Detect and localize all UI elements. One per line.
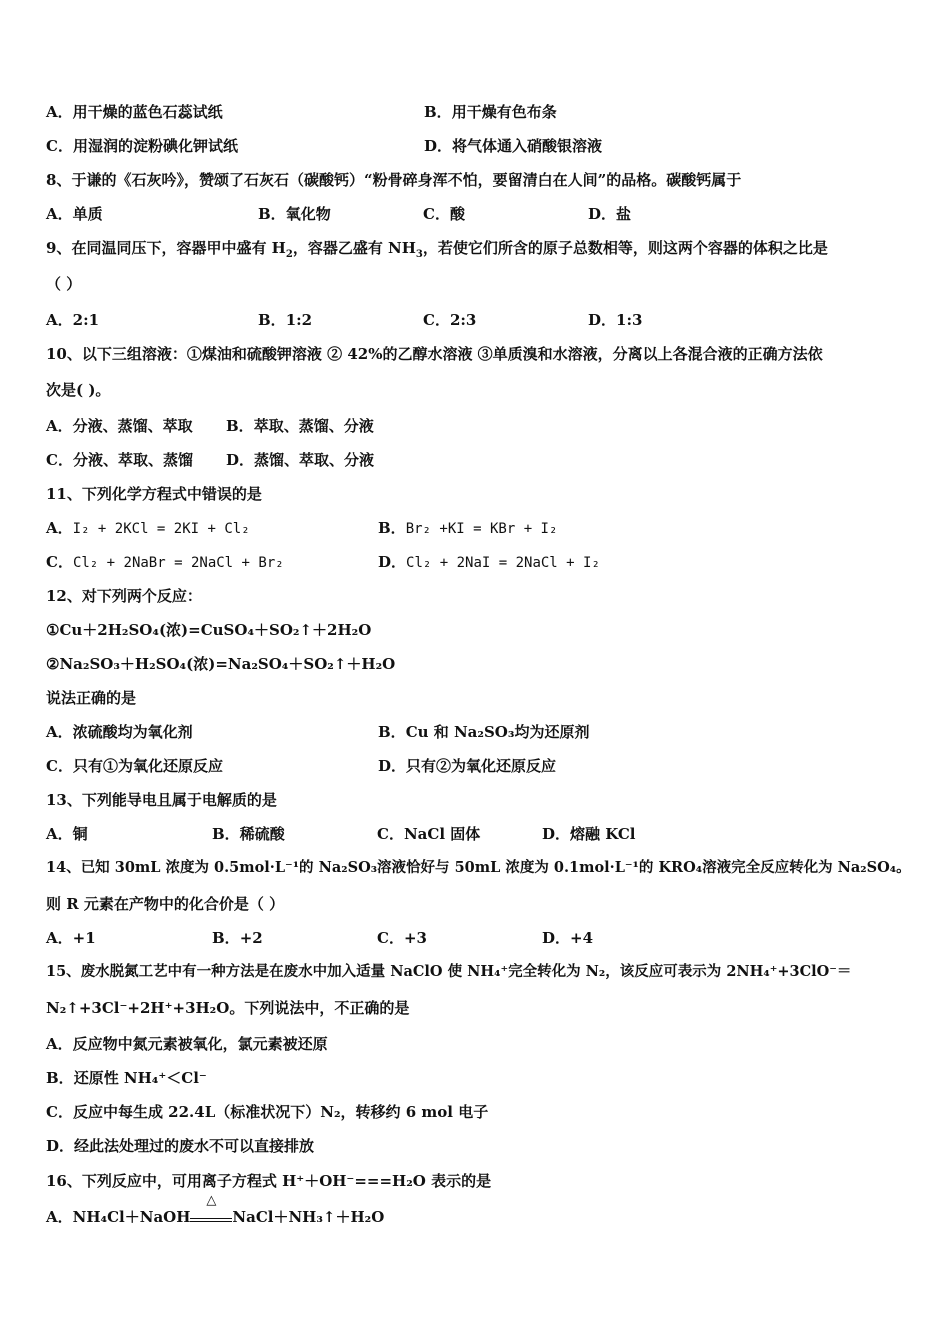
q11-stem: 11、下列化学方程式中错误的是 — [46, 485, 262, 503]
option-a: A．I₂ + 2KCl = 2KI + Cl₂ — [46, 519, 250, 537]
option-d: D．盐 — [588, 205, 632, 223]
q12-stem: 12、对下列两个反应： — [46, 587, 202, 605]
option-a: A．2:1 — [46, 311, 100, 329]
q12-prompt: 说法正确的是 — [46, 689, 137, 707]
option-a: A．用干燥的蓝色石蕊试纸 — [46, 103, 223, 121]
q16-option-a: A．NH₄Cl＋NaOH △ NaCl＋NH₃↑＋H₂O — [46, 1193, 385, 1226]
option-d: D．1:3 — [588, 311, 643, 329]
option-b: B．Br₂ +KI = KBr + I₂ — [378, 519, 558, 537]
q15-option-d: D．经此法处理过的废水不可以直接排放 — [46, 1137, 315, 1155]
q15-stem-line-2: N₂↑+3Cl⁻+2H⁺+3H₂O。下列说法中，不正确的是 — [46, 999, 410, 1017]
option-d: D．Cl₂ + 2NaI = 2NaCl + I₂ — [378, 553, 600, 571]
q10-option-row-1 — [46, 416, 374, 436]
q14-options — [46, 928, 594, 948]
option-a: A．浓硫酸均为氧化剂 — [46, 723, 193, 741]
reaction-arrow-bar — [190, 1218, 232, 1222]
heating-condition: △ — [190, 1209, 232, 1222]
option-a: A．铜 — [46, 825, 88, 843]
option-c: C．2:3 — [423, 311, 477, 329]
option-d: D．只有②为氧化还原反应 — [378, 757, 557, 775]
q11-option-row-1 — [46, 518, 558, 539]
option-c: C．酸 — [423, 205, 465, 223]
option-a: A．分液、蒸馏、萃取 — [46, 417, 193, 435]
option-d: D．+4 — [542, 929, 594, 947]
q15-stem-line-1: 15、废水脱氮工艺中有一种方法是在废水中加入适量 NaClO 使 NH₄⁺完全转化为 N₂，该反应可表示为 2NH₄⁺+3ClO⁻＝ — [46, 963, 852, 980]
option-b: B．氧化物 — [258, 205, 331, 223]
q16-stem: 16、下列反应中，可用离子方程式 H⁺＋OH⁻===H₂O 表示的是 — [46, 1172, 492, 1190]
q10-stem-line-2: 次是( )。 — [46, 381, 111, 399]
option-b: B．萃取、蒸馏、分液 — [226, 417, 374, 435]
q11-option-row-2 — [46, 552, 600, 573]
option-b: B．Cu 和 Na₂SO₃均为还原剂 — [378, 723, 590, 741]
option-c: C．分液、萃取、蒸馏 — [46, 451, 193, 469]
option-c: C．Cl₂ + 2NaBr = 2NaCl + Br₂ — [46, 553, 284, 571]
q9-stem: 9、在同温同压下，容器甲中盛有 $H_2$，容器乙盛有 $NH_3$，若使它们所含的原子总数相等，则这两个容器的体积之比是 — [46, 239, 828, 260]
q14-stem-line-1: 14、已知 30mL 浓度为 0.5mol·L⁻¹的 Na₂SO₃溶液恰好与 50mL 浓度为 0.1mol·L⁻¹的 KRO₄溶液完全反应转化为 Na₂SO₄。 — [46, 859, 911, 876]
q15-option-b: B．还原性 NH₄⁺＜Cl⁻ — [46, 1069, 207, 1087]
q9-options — [46, 310, 643, 330]
option-c: C．NaCl 固体 — [377, 825, 481, 843]
q15-option-a: A．反应物中氮元素被氧化，氯元素被还原 — [46, 1035, 328, 1053]
q13-stem: 13、下列能导电且属于电解质的是 — [46, 791, 277, 809]
option-b: B．稀硫酸 — [212, 825, 285, 843]
option-d: D．蒸馏、萃取、分液 — [226, 451, 375, 469]
option-c: C．只有①为氧化还原反应 — [46, 757, 223, 775]
q10-option-row-2 — [46, 450, 375, 470]
option-d: D．熔融 KCl — [542, 825, 636, 843]
q12-option-row-1 — [46, 722, 590, 742]
q15-option-c: C．反应中每生成 22.4L（标准状况下）N₂，转移约 6 mol 电子 — [46, 1103, 489, 1121]
option-b: B．用干燥有色布条 — [424, 103, 557, 121]
option-b: B．1:2 — [258, 311, 313, 329]
q7-option-row-2 — [46, 136, 603, 156]
q10-stem-line-1: 10、以下三组溶液：①煤油和硫酸钾溶液 ② 42%的乙醇水溶液 ③单质溴和水溶液，分离以上各混合液的正确方法依 — [46, 345, 823, 363]
q7-option-row-1 — [46, 102, 557, 122]
q8-options — [46, 204, 632, 224]
q14-stem-line-2: 则 R 元素在产物中的化合价是（ ） — [46, 895, 285, 913]
option-b: B．+2 — [212, 929, 263, 947]
q12-option-row-2 — [46, 756, 557, 776]
option-d: D．将气体通入硝酸银溶液 — [424, 137, 603, 155]
option-a: A．单质 — [46, 205, 103, 223]
q12-equation-2: ②Na₂SO₃＋H₂SO₄(浓)=Na₂SO₄＋SO₂↑＋H₂O — [46, 655, 396, 673]
q8-stem: 8、于谦的《石灰吟》，赞颂了石灰石（碳酸钙）“粉骨碎身浑不怕，要留清白在人间”的品格。碳酸钙属于 — [46, 171, 742, 189]
option-c: C．用湿润的淀粉碘化钾试纸 — [46, 137, 238, 155]
q9-bracket: （ ） — [46, 275, 82, 293]
option-c: C．+3 — [377, 929, 427, 947]
q13-options — [46, 824, 636, 844]
option-a: A．+1 — [46, 929, 96, 947]
q12-equation-1: ①Cu＋2H₂SO₄(浓)=CuSO₄＋SO₂↑＋2H₂O — [46, 621, 372, 639]
